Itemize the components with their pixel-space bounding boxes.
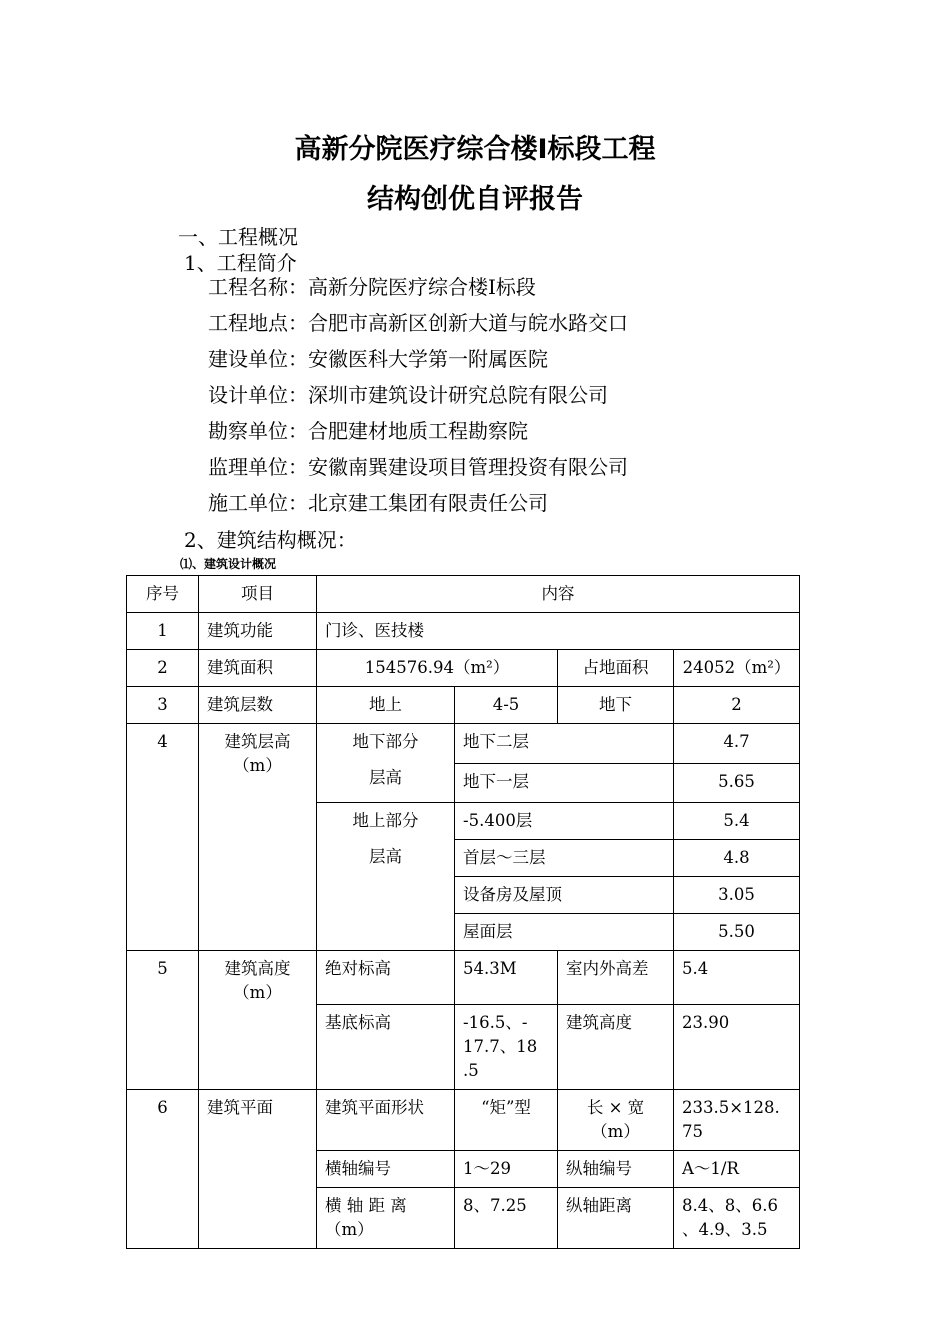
floor-height: 3.05 [674, 877, 800, 914]
info-owner: 建设单位：安徽医科大学第一附属医院 [208, 347, 548, 371]
row-value: 54.3M [455, 951, 558, 1005]
row-no: 3 [127, 687, 199, 724]
table-row [127, 951, 800, 1005]
row-value: 154576.94（m²） [317, 650, 558, 687]
info-designer: 设计单位：深圳市建筑设计研究总院有限公司 [208, 383, 608, 407]
subsection-heading: ⑴、建筑设计概况 [180, 557, 277, 571]
row-no: 1 [127, 613, 199, 650]
title-line-1: 高新分院医疗综合楼Ⅰ标段工程 [294, 134, 656, 165]
row-value: 23.90 [674, 1005, 800, 1090]
row-label: 占地面积 [558, 650, 674, 687]
group-label-aboveground: 地上部分 层高 [317, 803, 455, 951]
row-value: 8.4、8、6.6 、4.9、3.5 [674, 1188, 800, 1249]
section-heading-1-1: 1、工程简介 [184, 251, 297, 275]
header-content: 内容 [317, 576, 800, 613]
row-label: 建筑高度 [558, 1005, 674, 1090]
row-label: 室内外高差 [558, 951, 674, 1005]
building-spec-table [126, 575, 800, 1249]
info-supervisor: 监理单位：安徽南巽建设项目管理投资有限公司 [208, 455, 628, 479]
row-no: 6 [127, 1090, 199, 1249]
row-value: -16.5、- 17.7、18 .5 [455, 1005, 558, 1090]
row-item: 建筑面积 [199, 650, 317, 687]
row-value: 4-5 [455, 687, 558, 724]
floor-height: 5.65 [674, 763, 800, 803]
row-item: 建筑层高 （m） [199, 724, 317, 951]
row-label: 纵轴距离 [558, 1188, 674, 1249]
row-label: 横 轴 距 离 （m） [317, 1188, 455, 1249]
floor-name: 首层～三层 [455, 840, 674, 877]
row-label: 横轴编号 [317, 1151, 455, 1188]
floor-height: 5.50 [674, 914, 800, 951]
table-header-row [127, 576, 800, 613]
row-label: 地下 [558, 687, 674, 724]
header-no: 序号 [127, 576, 199, 613]
row-label: 长 × 宽 （m） [558, 1090, 674, 1151]
floor-name: 设备房及屋顶 [455, 877, 674, 914]
header-item: 项目 [199, 576, 317, 613]
floor-height: 5.4 [674, 803, 800, 840]
row-no: 4 [127, 724, 199, 951]
group-label-underground: 地下部分 层高 [317, 724, 455, 803]
section-heading-1-2: 2、建筑结构概况： [184, 528, 357, 552]
row-value: 24052（m²） [674, 650, 800, 687]
row-item: 建筑层数 [199, 687, 317, 724]
info-contractor: 施工单位：北京建工集团有限责任公司 [208, 491, 548, 515]
row-value: 8、7.25 [455, 1188, 558, 1249]
row-value: A～1/R [674, 1151, 800, 1188]
floor-name: 屋面层 [455, 914, 674, 951]
row-label: 绝对标高 [317, 951, 455, 1005]
row-label: 纵轴编号 [558, 1151, 674, 1188]
row-no: 2 [127, 650, 199, 687]
row-item: 建筑平面 [199, 1090, 317, 1249]
title-line-2: 结构创优自评报告 [367, 184, 583, 215]
floor-name: 地下一层 [455, 763, 674, 803]
table-row [127, 1090, 800, 1151]
row-label: 基底标高 [317, 1005, 455, 1090]
table-row [127, 724, 800, 764]
floor-name: -5.400层 [455, 803, 674, 840]
row-label: 地上 [317, 687, 455, 724]
row-value: 5.4 [674, 951, 800, 1005]
floor-name: 地下二层 [455, 724, 674, 764]
row-item: 建筑高度 （m） [199, 951, 317, 1090]
row-no: 5 [127, 951, 199, 1090]
info-project-location: 工程地点：合肥市高新区创新大道与皖水路交口 [208, 311, 628, 335]
section-heading-1: 一、工程概况 [178, 225, 298, 249]
info-surveyor: 勘察单位：合肥建材地质工程勘察院 [208, 419, 528, 443]
row-value: 1～29 [455, 1151, 558, 1188]
floor-height: 4.7 [674, 724, 800, 764]
table-row [127, 650, 800, 687]
row-value: 2 [674, 687, 800, 724]
row-item: 建筑功能 [199, 613, 317, 650]
info-project-name: 工程名称：高新分院医疗综合楼Ⅰ标段 [208, 275, 536, 299]
row-value: “矩”型 [455, 1090, 558, 1151]
floor-height: 4.8 [674, 840, 800, 877]
table-row [127, 687, 800, 724]
row-value: 门诊、医技楼 [317, 613, 800, 650]
table-row [127, 613, 800, 650]
row-value: 233.5×128. 75 [674, 1090, 800, 1151]
row-label: 建筑平面形状 [317, 1090, 455, 1151]
